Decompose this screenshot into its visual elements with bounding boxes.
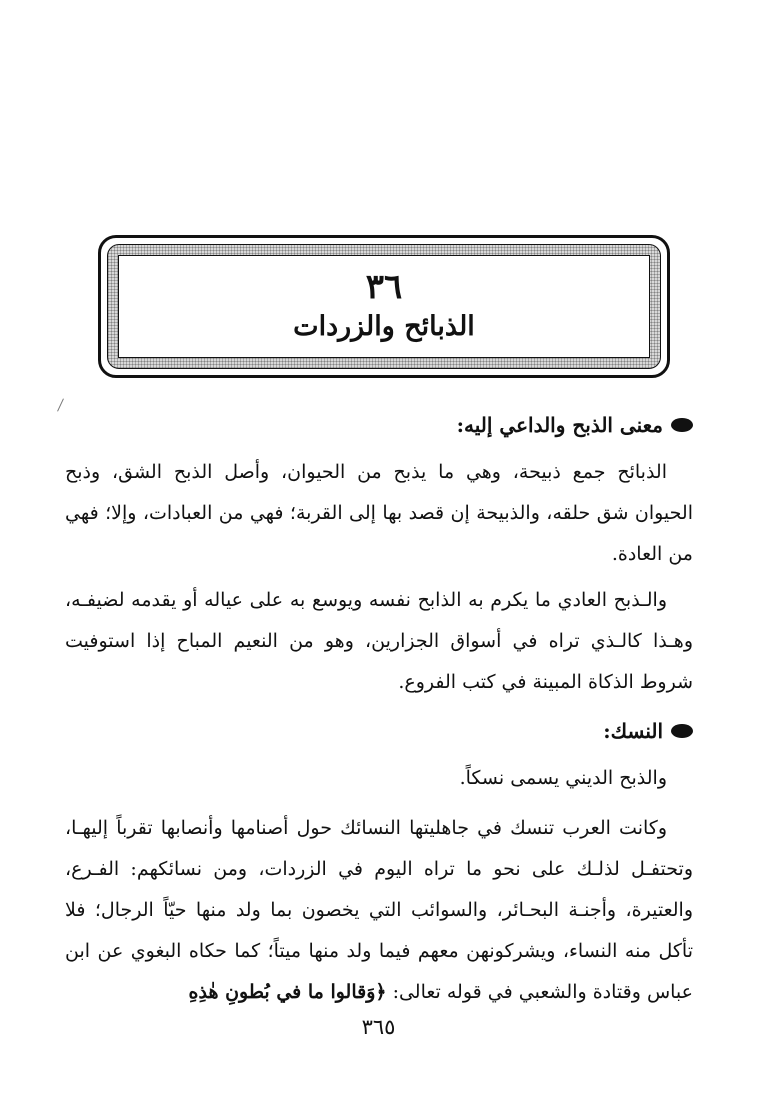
paragraph-text: وكانت العرب تنسك في جاهليتها النسائك حول أصنامها وأنصابها تقرباً إليهـا، وتحتفـل لذلـك على نحو ما تراه اليوم في الزردات، ومن نسائكهم: الفـرع، والعتيرة، وأجنـة البحـائر، والسوائب التي يخصون بما ولد منها حيّاً الرجال؛ فلا تأكل منه النساء، ويشركونهن معهم فيما ولد منها ميتاً؛ كما حكاه البغوي عن ابن عباس وقتادة والشعبي في قوله تعالى: (65, 817, 693, 1003)
quran-quote: ﴿وَقالوا ما في بُطونِ هٰذِهِ (188, 981, 387, 1003)
paragraph-text: والـذبح العادي ما يكرم به الذابح نفسه ويوسع به على عياله أو يقدمه لضيفـه، وهـذا كالـذي تراه في أسواق الجزارين، وهو من النعيم المباح إذا استوفيت شروط الذكاة المبينة في كتب الفروع. (65, 589, 693, 693)
bullet-icon (671, 724, 693, 738)
page-number: ٣٦٥ (361, 1015, 396, 1039)
title-inner-box (118, 255, 650, 358)
title-hatched-border (107, 244, 661, 369)
paragraph-definition (65, 452, 693, 575)
chapter-number: ٣٦ (365, 266, 403, 307)
paragraph-text: الذبائح جمع ذبيحة، وهي ما يذبح من الحيوان، وأصل الذبح الشق، وذبح الحيوان شق حلقه، والذبيحة إن قصد بها إلى القربة؛ فهي من العبادات، وإلا؛ فهي من العادة. (65, 461, 693, 565)
section-heading-meaning (457, 410, 693, 440)
chapter-title-frame (98, 235, 670, 378)
bullet-icon (671, 418, 693, 432)
section-heading-nusuk (603, 716, 693, 746)
chapter-title: الذبائح والزردات (293, 310, 475, 342)
section-heading-text: معنى الذبح والداعي إليه: (456, 413, 663, 437)
paragraph-religious-slaughter (65, 758, 693, 799)
paragraph-ordinary-slaughter (65, 580, 693, 703)
stray-pen-mark (57, 398, 64, 411)
paragraph-text: والذبح الديني يسمى نسكاً. (459, 767, 667, 789)
section-heading-text: النسك: (603, 719, 663, 743)
paragraph-arab-rituals (65, 808, 693, 1013)
